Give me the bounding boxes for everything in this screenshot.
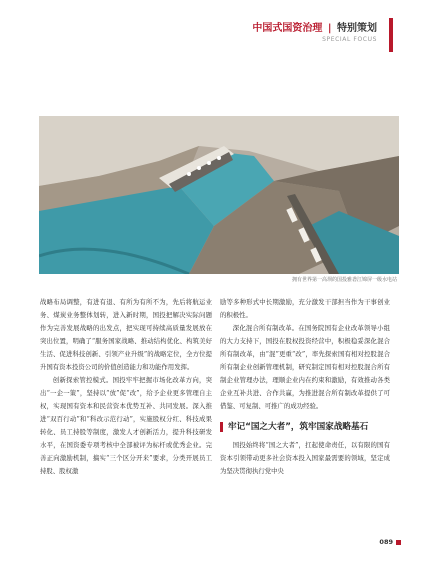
section-heading-text: 牢记“国之大者”，筑牢国家战略基石	[228, 422, 369, 432]
page-number	[379, 538, 401, 546]
dam-photo	[39, 116, 399, 274]
left-column	[40, 296, 212, 478]
header-accent-bar	[389, 18, 393, 52]
page-number-text: 089	[379, 538, 393, 546]
body-paragraph: 战略布局调整，有进有退、有所为有所不为，先后将航运业务、煤炭业务整体划转，进入新时期，国投把解决实际问题作为完善发展战略的出发点，把实现可持续高质量发展放在突出位置，明确了“服务国家战略、推动结构优化、构筑美好生活、促进科技创新、引领产业升级”的战略定位，全方位提升国有资本投资公司的价值创造能力和功能作用发挥。	[40, 298, 212, 371]
body-paragraph: 创新探索管控模式。国投牢牢把握市场化改革方向，突出“一企一策”，坚持以“放”促“改”，给予企业更多管理自主权，实现国有资本和民营资本优势互补、共同发展。深入推进“双百行动”和“科改示范行动”，实施股权分红、科技成果转化、员工持股等制度，激发人才创新活力，提升科技研发水平，在国资委专项考核中全部被评为标杆或优秀企业。完善正向激励机制，搞实“三个区分开来”要求，分类开展员工持股、股权激	[40, 376, 212, 475]
body-paragraph: 国投始终将“国之大者”，扛起使命责任，以有限的国有资本引领带动更多社会资本投入国家最需要的领域，坚定成为坚决贯彻执行党中央	[220, 441, 390, 475]
photo-caption: 拥有世界第一高坝的国投雅砻江锦屏一级水电站	[291, 277, 397, 283]
header-column: 特别策划	[337, 23, 377, 34]
right-column	[220, 296, 390, 478]
page-header	[153, 16, 413, 56]
body-paragraph: 励等多种形式中长期激励，充分激发干部担当作为干事创业的积极性。	[220, 298, 390, 319]
header-english: SPECIAL FOCUS	[322, 36, 377, 43]
section-heading	[220, 421, 390, 433]
header-series: 中国式国资治理	[252, 23, 323, 34]
body-paragraph: 深化混合所有制改革。在国务院国有企业改革领导小组的大力支持下，国投在股权投资经营中，积极稳妥深化混合所有制改革，由“混”更重“改”，率先探索国有相对控股混合所有制企业创新管理机制，研究制定国有相对控股混合所有制企业管理办法，理顺企业内在约束和激励，有效推动各类企业互补共进、合作共赢，为推进混合所有制改革提供了可借鉴、可复制、可推广的成功经验。	[220, 324, 390, 410]
heading-marker	[220, 422, 223, 432]
header-separator: |	[327, 23, 332, 34]
dam-illustration	[39, 116, 399, 274]
page-number-square	[396, 540, 401, 545]
header-title	[252, 19, 377, 34]
